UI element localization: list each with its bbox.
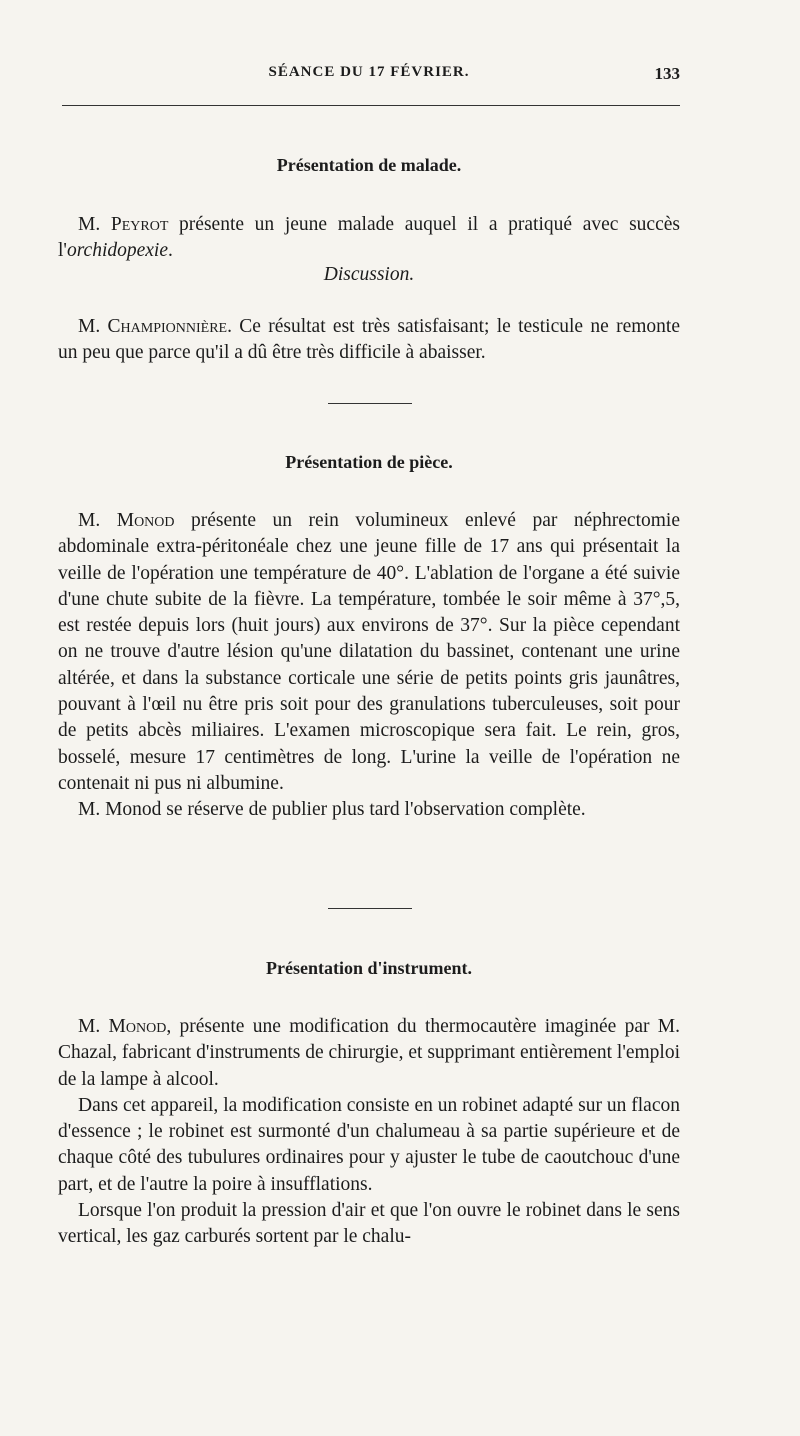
paragraph-text: Dans cet appareil, la modification consiste en un robinet adapté sur un flacon d'essence ; le robinet est surmonté d'un chalumeau à sa partie supérieure et de chaque côté des tubulures ordinaires pour y ajuster le tube de caoutchouc d'une part, et de l'autre la poire à insufflations.: [58, 1094, 680, 1195]
page-number: 133: [654, 64, 680, 83]
speaker-peyrot: M. Peyrot: [78, 214, 169, 235]
running-title: SÉANCE DU 17 FÉVRIER.: [268, 64, 470, 80]
paragraph-peyrot: [58, 212, 680, 265]
paragraph-championniere: [58, 314, 680, 367]
speaker-championniere: M. Championnière: [78, 316, 228, 337]
section-divider: [328, 403, 412, 404]
paragraph-monod-instrument: [58, 1014, 680, 1251]
paragraph-text: présente un jeune malade auquel il a pratiqué avec succès l': [58, 214, 680, 262]
paragraph-text: Lorsque l'on produit la pression d'air et que l'on ouvre le robinet dans le sens vertical, les gaz carburés sortent par le chalu-: [58, 1200, 680, 1248]
paragraph-text: . Ce résultat est très satisfaisant; le testicule ne remonte un peu que parce qu'il a dû être très difficile à abaisser.: [58, 316, 680, 364]
paragraph-text: présente un rein volumineux enlevé par néphrectomie abdominale extra-péritonéale chez une jeune fille de 17 ans qui présentait la veille de l'opération une température de 40°. L'ablation de l'organe a été suivie d'une chute subite de la fièvre. La température, tombée le soir même à 37°,5, est restée depuis lors (huit jours) aux environs de 37°. Sur la pièce cependant on ne trouve d'autre lésion qu'une dilatation du bassinet, contenant une urine altérée, et dans la substance corticale une série de petits points gris jaunâtres, pouvant à l'œil nu être pris soit pour des granulations tuberculeuses, soit pour de petits abcès miliaires. L'examen microscopique sera fait. Le rein, gros, bosselé, mesure 17 centimètres de long. L'urine la veille de l'opération ne contenait ni pus ni albumine.: [58, 510, 680, 794]
section-heading-malade: Présentation de malade.: [276, 155, 462, 175]
speaker-monod: M. Monod: [78, 1016, 167, 1037]
speaker-monod: M. Monod: [78, 510, 175, 531]
section-heading-piece: Présentation de pièce.: [285, 452, 453, 472]
paragraph-text: , présente une modification du thermocautère imaginée par M. Chazal, fabricant d'instruments de chirurgie, et supprimant entièrement l'emploi de la lampe à alcool.: [58, 1016, 681, 1090]
italic-term: orchidopexie: [66, 240, 169, 262]
header-rule: [62, 105, 680, 106]
paragraph-text: M. Monod se réserve de publier plus tard l'observation complète.: [78, 799, 586, 821]
paragraph-text: .: [168, 240, 173, 262]
section-heading-instrument: Présentation d'instrument.: [266, 958, 472, 978]
paragraph-monod-piece: [58, 508, 680, 824]
discussion-label: Discussion.: [323, 264, 415, 285]
running-head: [58, 64, 680, 88]
section-divider: [328, 908, 412, 909]
